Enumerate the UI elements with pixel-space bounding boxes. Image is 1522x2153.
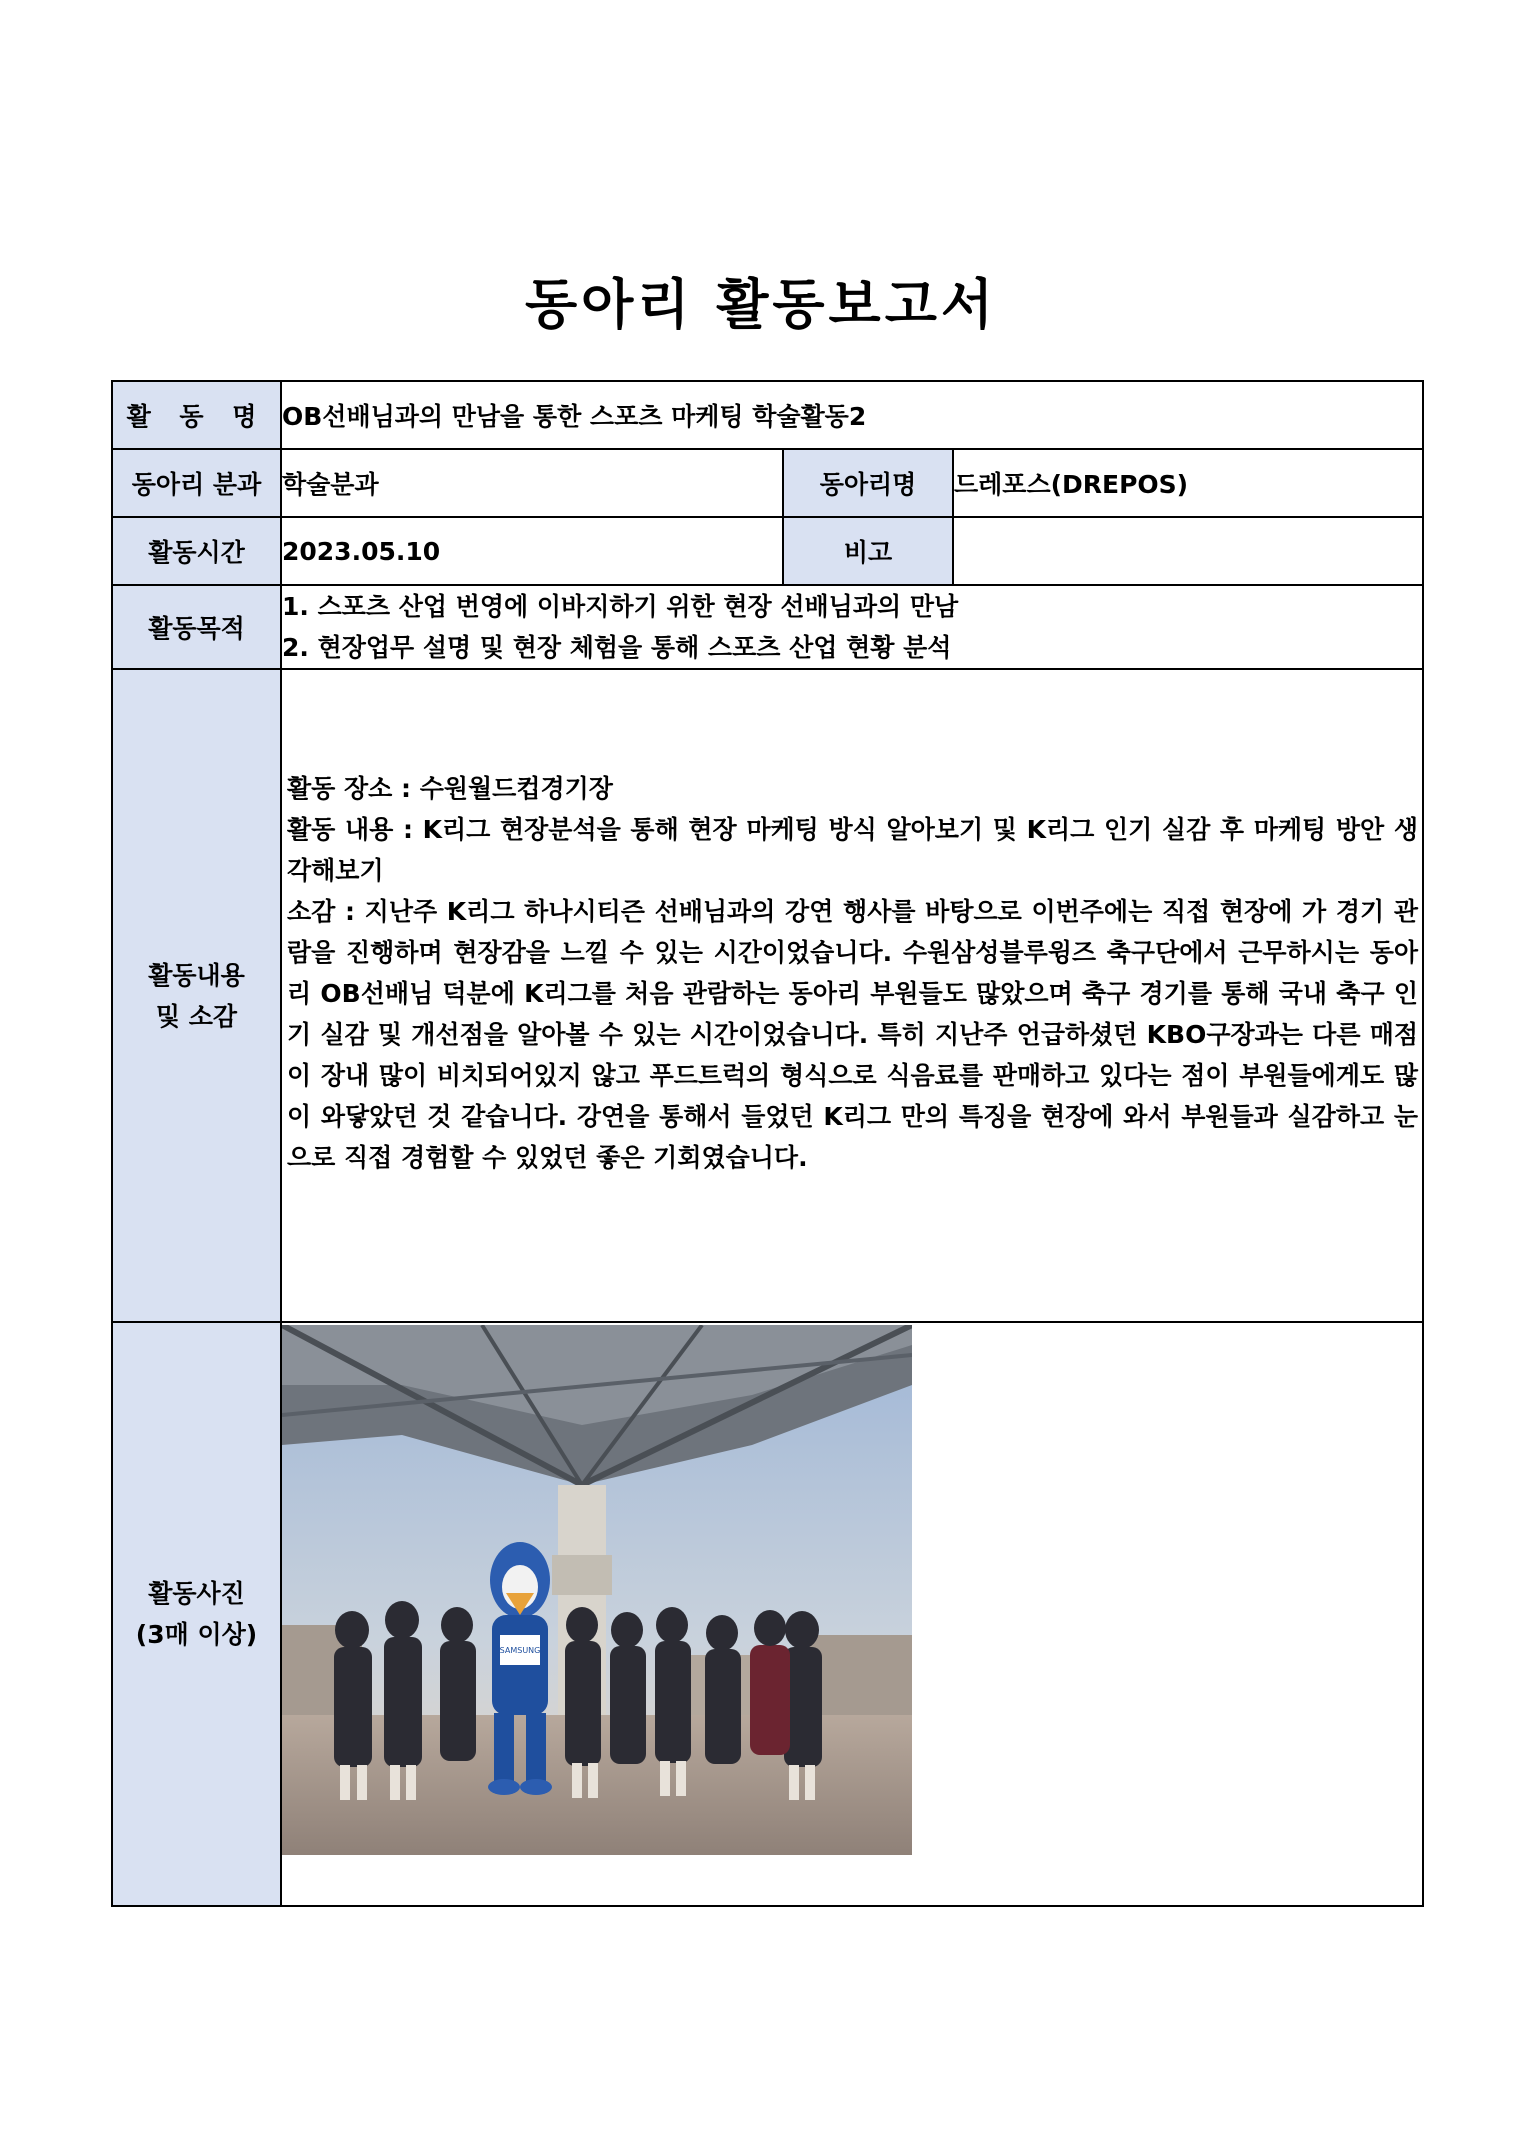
activity-photo <box>282 1325 912 1855</box>
club-name-label: 동아리명 <box>783 449 953 517</box>
club-division-label: 동아리 분과 <box>112 449 281 517</box>
purpose-label: 활동목적 <box>112 585 281 669</box>
remarks-value <box>953 517 1423 585</box>
svg-text:SAMSUNG: SAMSUNG <box>499 1646 541 1655</box>
row-activity-time <box>112 517 1423 585</box>
content-description: 활동 내용 : K리그 현장분석을 통해 현장 마케팅 방식 알아보기 및 K리그 인기 실감 후 마케팅 방안 생각해보기 <box>287 815 1419 885</box>
purpose-item-1: 1. 스포츠 산업 번영에 이바지하기 위한 현장 선배님과의 만남 <box>282 592 959 621</box>
activity-time-label: 활동시간 <box>112 517 281 585</box>
photos-label-line1: 활동사진 <box>148 1579 245 1608</box>
row-purpose <box>112 585 1423 669</box>
content-label-line2: 및 소감 <box>155 1001 238 1031</box>
photos-label-line2: (3매 이상) <box>135 1620 258 1649</box>
activity-name-value: OB선배님과의 만남을 통한 스포츠 마케팅 학술활동2 <box>281 381 1423 449</box>
purpose-value <box>281 585 1423 669</box>
content-label-line1: 활동내용 <box>148 960 245 990</box>
content-place: 활동 장소 : 수원월드컵경기장 <box>287 774 613 803</box>
row-content <box>112 669 1423 1322</box>
content-impression: 소감 : 지난주 K리그 하나시티즌 선배님과의 강연 행사를 바탕으로 이번주에는 직접 현장에 가 경기 관람을 진행하며 현장감을 느낄 수 있는 시간이었습니다. 수원삼성블루윙즈 축구단에서 근무하시는 동아리 OB선배님 덕분에 K리그를 처음 관람하는 동아리 부원들도 많았으며 축구 경기를 통해 국내 축구 인기 실감 및 개선점을 알아볼 수 있는 시간이었습니다. 특히 지난주 언급하셨던 KBO구장과는 다른 매점이 장내 많이 비치되어있지 않고 푸드트럭의 형식으로 식음료를 판매하고 있다는 점이 부원들에게도 많이 와닿았던 것 같습니다. 강연을 통해서 들었던 K리그 만의 특징을 현장에 와서 부원들과 실감하고 눈으로 직접 경험할 수 있었던 좋은 기회였습니다. <box>287 897 1419 1172</box>
row-activity-name <box>112 381 1423 449</box>
club-division-value: 학술분과 <box>281 449 783 517</box>
club-name-value: 드레포스(DREPOS) <box>953 449 1423 517</box>
activity-time-value: 2023.05.10 <box>281 517 783 585</box>
purpose-item-2: 2. 현장업무 설명 및 현장 체험을 통해 스포츠 산업 현황 분석 <box>282 633 952 662</box>
row-photos <box>112 1322 1423 1906</box>
report-table <box>111 380 1424 1907</box>
document-title: 동아리 활동보고서 <box>524 273 998 336</box>
photos-label <box>112 1322 281 1906</box>
content-label <box>112 669 281 1322</box>
row-club-division <box>112 449 1423 517</box>
activity-name-label: 활 동 명 <box>112 381 281 449</box>
photos-value <box>281 1322 1423 1906</box>
content-value <box>281 669 1423 1322</box>
remarks-label: 비고 <box>783 517 953 585</box>
